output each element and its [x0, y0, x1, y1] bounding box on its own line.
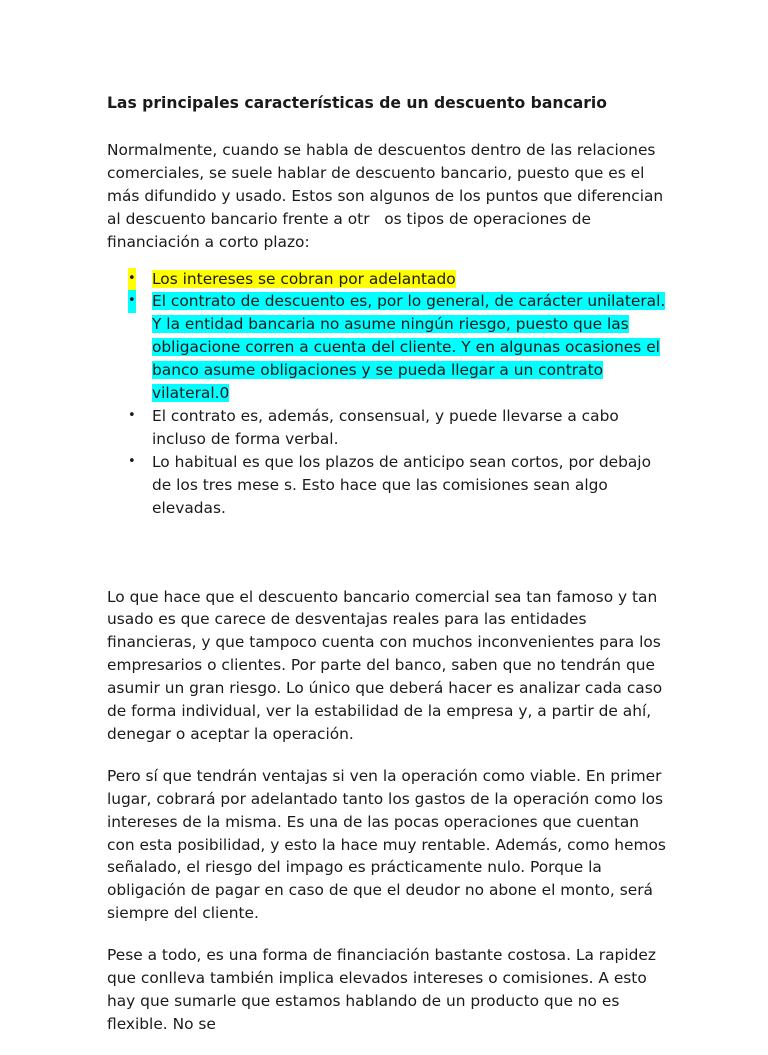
- list-item: [107, 290, 667, 405]
- body-paragraph: Pero sí que tendrán ventajas si ven la operación como viable. En primer lugar, cobrará por adelantado tanto los gastos de la operación como los intereses de la misma. Es una de las pocas operaciones que cuentan con esta posibilidad, y esto la hace muy rentable. Además, como hemos señalado, el riesgo del impago es prácticamente nulo. Porque la obligación de pagar en caso de que el deudor no abone el monto, será siempre del cliente.: [107, 766, 666, 923]
- bullet-icon: •: [128, 453, 136, 469]
- bullet-icon: •: [128, 407, 136, 423]
- bullet-icon: •: [128, 290, 136, 313]
- characteristics-list: [107, 268, 667, 520]
- blank-space: [107, 520, 667, 586]
- list-item: [107, 405, 667, 451]
- list-item-text: Lo habitual es que los plazos de anticipo sean cortos, por debajo de los tres mese s. Esto hace que las comisiones sean algo elevadas.: [152, 452, 651, 517]
- list-item-text: Los intereses se cobran por adelantado: [152, 269, 456, 288]
- list-item: [107, 451, 667, 520]
- bullet-icon: •: [128, 268, 136, 291]
- list-item-text: El contrato de descuento es, por lo general, de carácter unilateral. Y la entidad bancaria no asume ningún riesgo, puesto que las obligacione corren a cuenta del cliente. Y en algunas ocasiones el banco asume obligaciones y se pueda llegar a un contrato vilateral.0: [152, 292, 666, 403]
- list-item-text: El contrato es, además, consensual, y puede llevarse a cabo incluso de forma verbal.: [152, 406, 619, 448]
- document-page: [107, 92, 667, 1055]
- body-paragraph: Pese a todo, es una forma de financiación bastante costosa. La rapidez que conlleva también implica elevados intereses o comisiones. A esto hay que sumarle que estamos hablando de un producto que no es flexible. No se: [107, 946, 656, 1033]
- document-heading: Las principales características de un descuento bancario: [107, 94, 607, 112]
- list-item: [107, 268, 667, 291]
- body-paragraph: Lo que hace que el descuento bancario comercial sea tan famoso y tan usado es que carece de desventajas reales para las entidades financieras, y que tampoco cuenta con muchos inconvenientes para los empresarios o clientes. Por parte del banco, saben que no tendrán que asumir un gran riesgo. Lo único que deberá hacer es analizar cada caso de forma individual, ver la estabilidad de la empresa y, a partir de ahí, denegar o aceptar la operación.: [107, 587, 663, 743]
- intro-paragraph: Normalmente, cuando se habla de descuentos dentro de las relaciones comerciales, se suele hablar de descuento bancario, puesto que es el más difundido y usado. Estos son algunos de los puntos que diferencian al descuento bancario frente a otr os tipos de operaciones de financiación a corto plazo:: [107, 141, 664, 251]
